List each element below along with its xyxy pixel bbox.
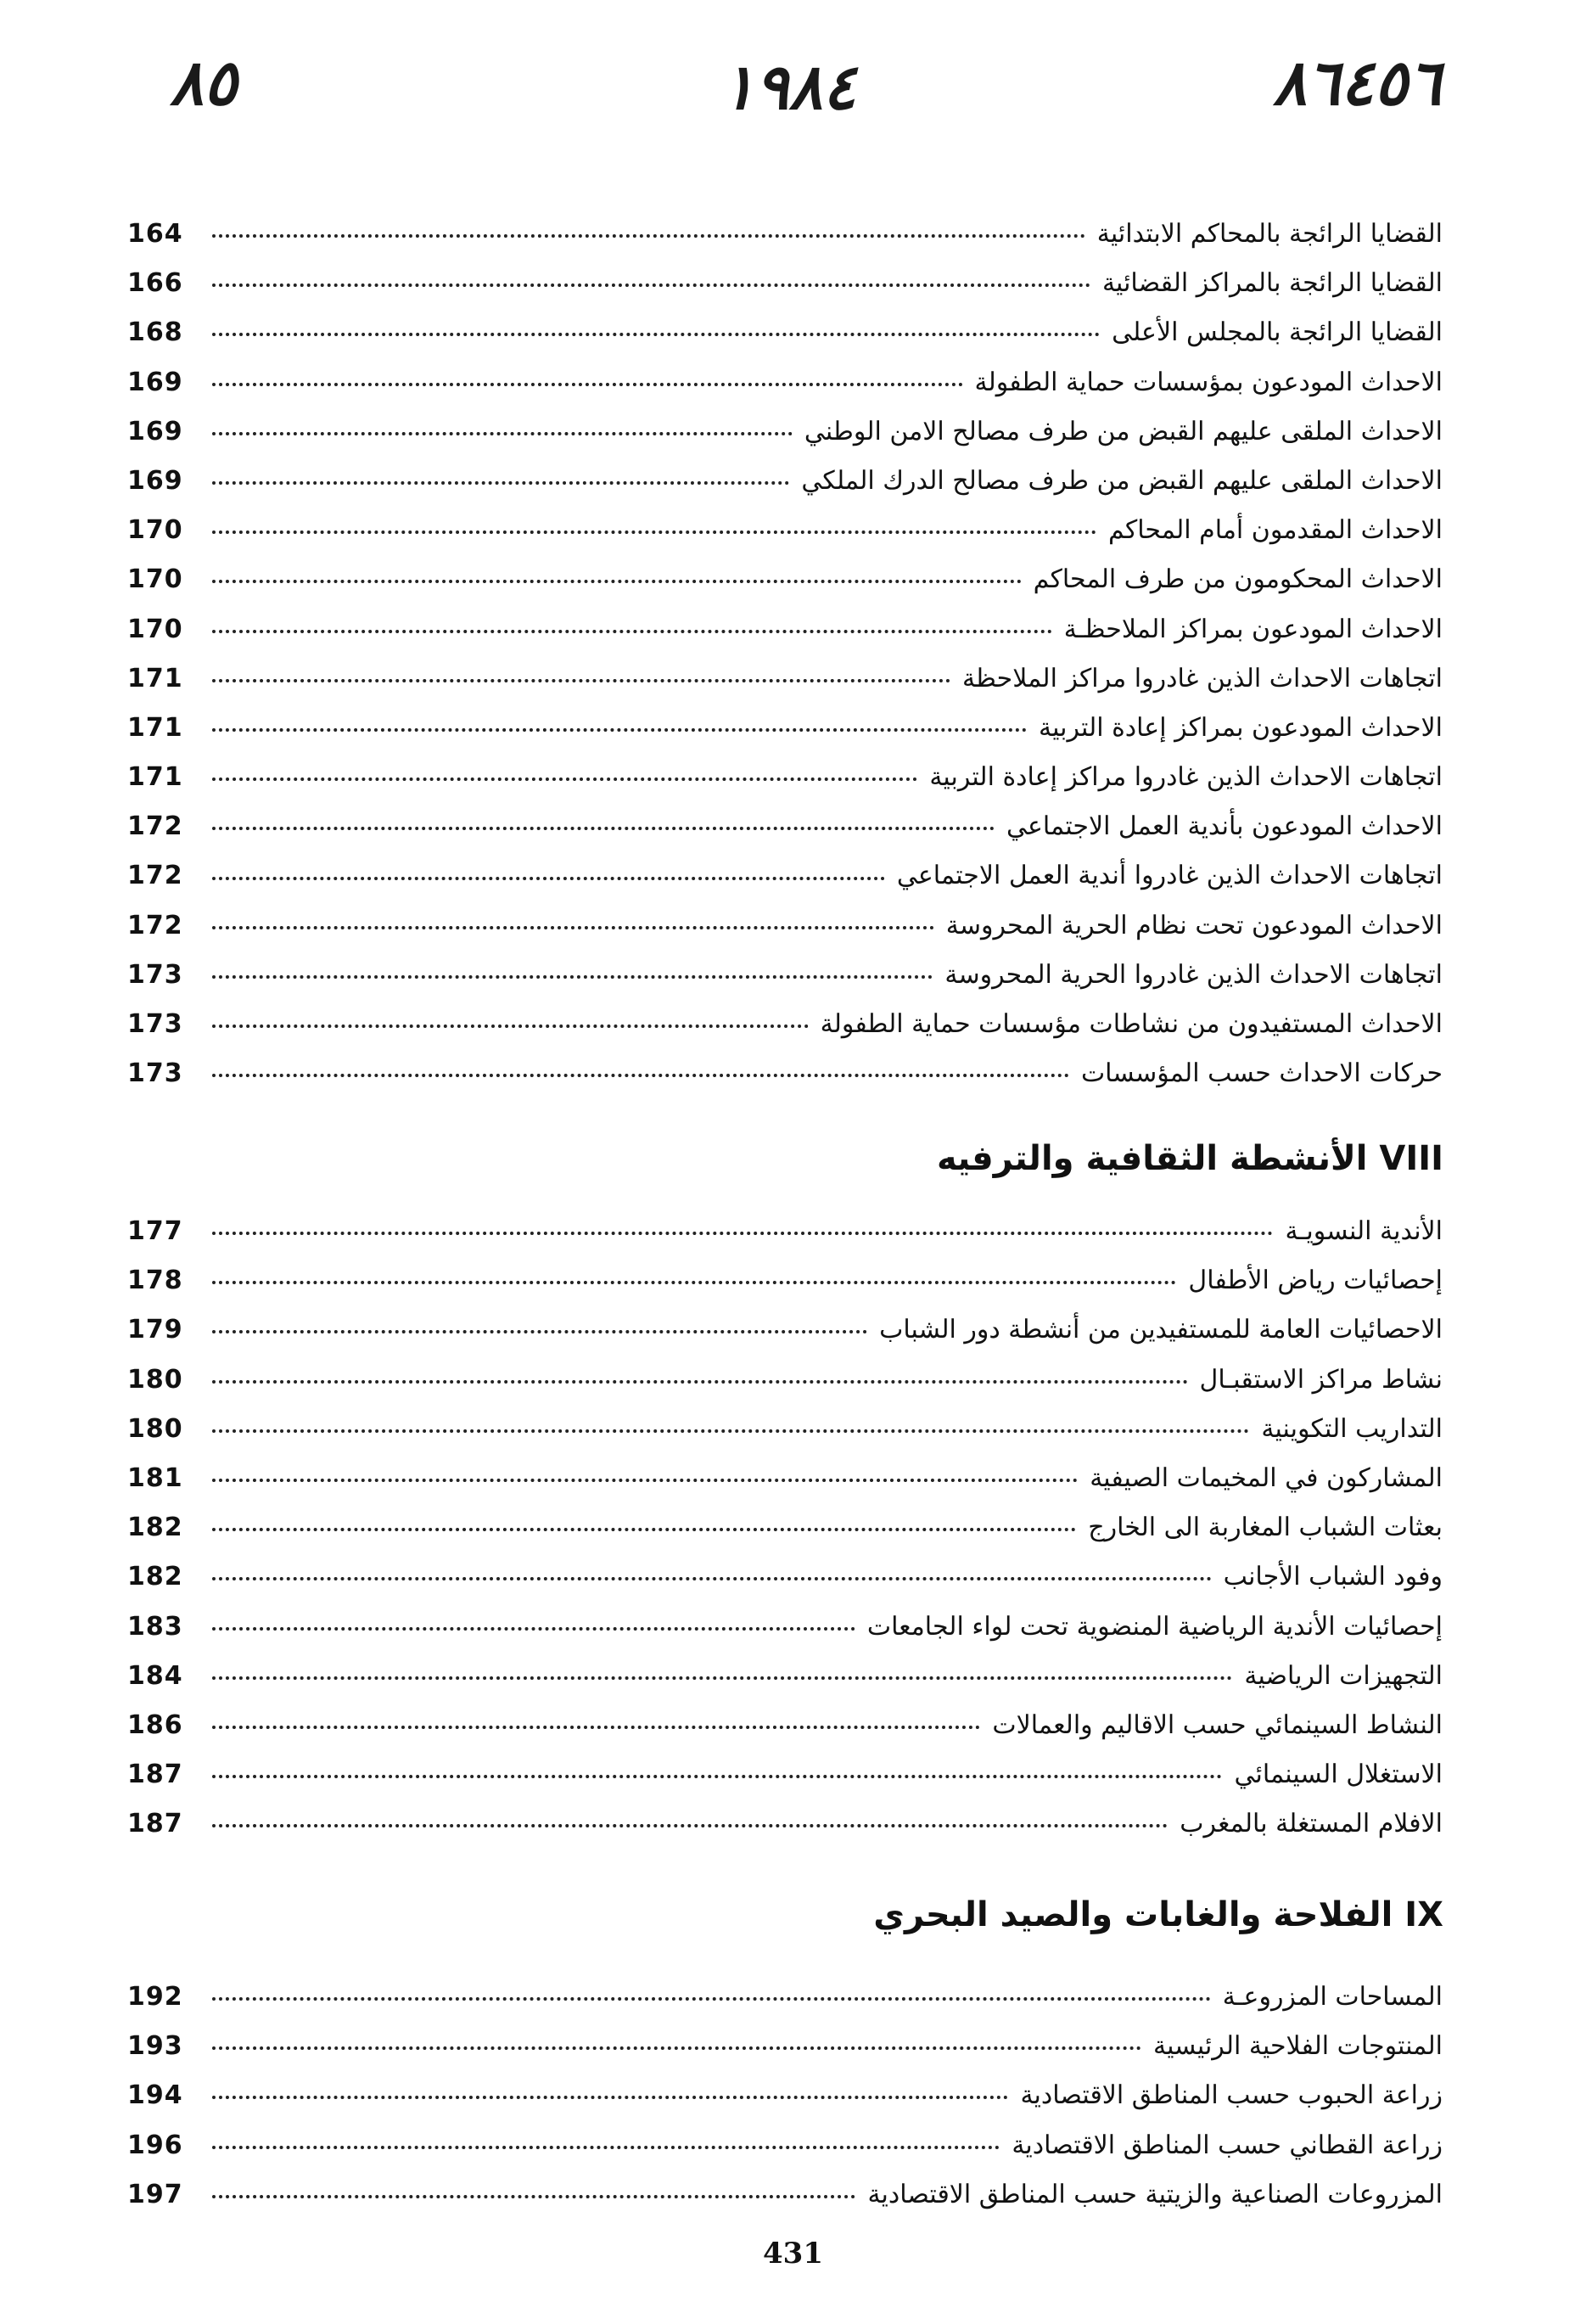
toc-entry	[127, 901, 1443, 951]
toc-entry	[127, 1305, 1443, 1355]
toc-entry-page: 186	[127, 1709, 183, 1740]
dot-leader	[212, 975, 933, 979]
toc-entry-page: 173	[127, 959, 183, 990]
toc-entry-page: 169	[127, 367, 183, 397]
toc-entry	[127, 1356, 1443, 1405]
toc-entry	[127, 1405, 1443, 1454]
toc-list-viii	[127, 1207, 1443, 1849]
dot-leader	[212, 2096, 1008, 2099]
toc-entry-title: الاحداث الملقى عليهم القبض من طرف مصالح الدرك الملكي	[801, 465, 1443, 496]
toc-entry-page: 178	[127, 1266, 183, 1296]
toc-entry-title: المساحات المزروعـة	[1222, 1982, 1443, 2012]
toc-entry-page: 169	[127, 465, 183, 496]
toc-entry-page: 196	[127, 2130, 183, 2160]
toc-entry	[127, 2071, 1443, 2120]
toc-entry-page: 171	[127, 762, 183, 793]
toc-entry-page: 170	[127, 515, 183, 546]
dot-leader	[212, 383, 963, 386]
toc-entry-title: الاحداث المقدمون أمام المحاكم	[1108, 515, 1443, 546]
toc-entry	[127, 2170, 1443, 2220]
toc-entry-title: نشاط مراكز الاستقبـال	[1199, 1364, 1443, 1395]
toc-list-ix	[127, 1973, 1443, 2220]
toc-entry-title: اتجاهات الاحداث الذين غادروا مراكز الملاحظة	[961, 663, 1443, 693]
dot-leader	[212, 1281, 1176, 1284]
toc-entry-title: الاحداث الملقى عليهم القبض من طرف مصالح الامن الوطني	[804, 416, 1443, 446]
toc-entry-title: المزروعات الصناعية والزيتية حسب المناطق الاقتصادية	[867, 2179, 1443, 2209]
toc-entry	[127, 1799, 1443, 1849]
toc-entry	[127, 1750, 1443, 1799]
toc-entry-page: 173	[127, 1009, 183, 1039]
toc-entry-page: 184	[127, 1660, 183, 1691]
toc-entry-title: الاحصائيات العامة للمستفيدين من أنشطة دور الشباب	[879, 1315, 1443, 1345]
handwritten-note-right: ٨٦٤٥٦	[1273, 47, 1442, 120]
toc-entry-page: 194	[127, 2080, 183, 2111]
dot-leader	[212, 1824, 1168, 1827]
toc-entry	[127, 1603, 1443, 1652]
dot-leader	[212, 926, 934, 929]
dot-leader	[212, 679, 950, 682]
toc-entry-page: 173	[127, 1058, 183, 1089]
dot-leader	[212, 432, 793, 435]
toc-entry-title: الافلام المستغلة بالمغرب	[1180, 1809, 1443, 1839]
toc-entry	[127, 506, 1443, 555]
toc-entry-page: 182	[127, 1513, 183, 1543]
toc-entry	[127, 605, 1443, 654]
dot-leader	[212, 1627, 855, 1631]
toc-entry-title: القضايا الرائجة بالمحاكم الابتدائية	[1096, 219, 1443, 249]
toc-entry-title: اتجاهات الاحداث الذين غادروا الحرية المحروسة	[944, 959, 1443, 990]
toc-entry-title: بعثات الشباب المغاربة الى الخارج	[1088, 1513, 1443, 1543]
dot-leader	[212, 1024, 809, 1028]
toc-entry-page: 164	[127, 219, 183, 249]
toc-entry-title: المشاركون في المخيمات الصيفية	[1090, 1462, 1443, 1493]
toc-entry-title: الاحداث المستفيدون من نشاطات مؤسسات حماية الطفولة	[820, 1009, 1443, 1039]
dot-leader	[212, 1528, 1076, 1531]
toc-entry-title: إحصائيات الأندية الرياضية المنضوية تحت لواء الجامعات	[866, 1611, 1443, 1642]
dot-leader	[212, 1726, 980, 1729]
toc-entry	[127, 555, 1443, 604]
toc-entry	[127, 1207, 1443, 1256]
toc-entry-title: الأندية النسويـة	[1285, 1216, 1443, 1246]
toc-entry	[127, 654, 1443, 704]
dot-leader	[212, 1997, 1211, 2001]
toc-entry	[127, 358, 1443, 407]
dot-leader	[212, 630, 1052, 633]
toc-entry	[127, 802, 1443, 851]
toc-entry-title: الاحداث المودعون بمراكز إعادة التربية	[1038, 712, 1443, 743]
dot-leader	[212, 234, 1085, 238]
toc-entry-title: اتجاهات الاحداث الذين غادروا أندية العمل الاجتماعي	[896, 861, 1443, 891]
dot-leader	[212, 777, 917, 781]
toc-entry	[127, 1503, 1443, 1552]
toc-entry-page: 180	[127, 1413, 183, 1444]
toc-entry	[127, 1552, 1443, 1602]
handwritten-note-left: ٨٥	[170, 47, 238, 120]
dot-leader	[212, 481, 789, 485]
toc-entry-page: 180	[127, 1364, 183, 1395]
toc-entry-title: زراعة القطاني حسب المناطق الاقتصادية	[1012, 2130, 1443, 2160]
dot-leader	[212, 1676, 1232, 1680]
dot-leader	[212, 2195, 855, 2198]
toc-entry-page: 197	[127, 2179, 183, 2209]
toc-entry-title: اتجاهات الاحداث الذين غادروا مراكز إعادة التربية	[929, 762, 1443, 793]
toc-entry	[127, 457, 1443, 506]
toc-entry-title: الاحداث المودعون بمراكز الملاحظـة	[1063, 614, 1443, 644]
toc-entry-title: حركات الاحداث حسب المؤسسات	[1080, 1058, 1443, 1089]
toc-entry	[127, 308, 1443, 357]
toc-entry-page: 177	[127, 1216, 183, 1246]
toc-entry-page: 182	[127, 1562, 183, 1592]
dot-leader	[212, 827, 995, 830]
toc-entry	[127, 1701, 1443, 1750]
dot-leader	[212, 580, 1022, 583]
handwritten-note-year: ١٩٨٤	[721, 51, 856, 124]
toc-list-continued	[127, 210, 1443, 1098]
toc-entry	[127, 1454, 1443, 1503]
toc-entry-title: الاستغلال السينمائي	[1234, 1760, 1443, 1790]
dot-leader	[212, 1479, 1078, 1482]
toc-entry	[127, 1049, 1443, 1098]
toc-entry-page: 183	[127, 1611, 183, 1642]
toc-entry-title: التجهيزات الرياضية	[1244, 1660, 1443, 1691]
toc-entry-page: 172	[127, 861, 183, 891]
toc-entry-title: النشاط السينمائي حسب الاقاليم والعمالات	[992, 1709, 1443, 1740]
toc-entry	[127, 2121, 1443, 2170]
section-heading-viii: VIII الأنشطة الثقافية والترفيه	[936, 1139, 1443, 1178]
toc-entry-page: 193	[127, 2031, 183, 2062]
toc-entry-page: 166	[127, 268, 183, 299]
toc-entry-page: 170	[127, 614, 183, 644]
toc-entry-page: 172	[127, 811, 183, 842]
toc-entry-title: التداريب التكوينية	[1261, 1413, 1443, 1444]
section-heading-ix: IX الفلاحة والغابات والصيد البحري	[873, 1895, 1443, 1934]
toc-entry	[127, 951, 1443, 1000]
toc-entry	[127, 259, 1443, 308]
toc-entry-title: زراعة الحبوب حسب المناطق الاقتصادية	[1020, 2080, 1443, 2111]
dot-leader	[212, 530, 1096, 534]
toc-entry-page: 171	[127, 663, 183, 693]
dot-leader	[212, 333, 1100, 336]
toc-entry-title: إحصائيات رياض الأطفال	[1188, 1266, 1443, 1296]
toc-entry-title: القضايا الرائجة بالمراكز القضائية	[1101, 268, 1443, 299]
toc-entry-title: الاحداث المودعون تحت نظام الحرية المحروسة	[945, 910, 1443, 940]
toc-entry	[127, 1256, 1443, 1305]
toc-entry-title: وفود الشباب الأجانب	[1223, 1562, 1443, 1592]
dot-leader	[212, 283, 1090, 287]
toc-entry	[127, 1652, 1443, 1701]
dot-leader	[212, 2046, 1141, 2050]
dot-leader	[212, 728, 1027, 732]
toc-entry-page: 181	[127, 1462, 183, 1493]
toc-entry-title: الاحداث المودعون بأندية العمل الاجتماعي	[1006, 811, 1443, 842]
toc-entry-page: 168	[127, 317, 183, 348]
toc-entry-title: القضايا الرائجة بالمجلس الأعلى	[1112, 317, 1443, 348]
toc-entry	[127, 851, 1443, 901]
toc-entry	[127, 753, 1443, 802]
dot-leader	[212, 1232, 1273, 1235]
toc-entry	[127, 704, 1443, 753]
dot-leader	[212, 1074, 1069, 1077]
toc-entry	[127, 2022, 1443, 2071]
toc-entry	[127, 407, 1443, 457]
toc-entry-page: 187	[127, 1760, 183, 1790]
toc-entry	[127, 1973, 1443, 2022]
toc-entry-page: 170	[127, 564, 183, 595]
toc-entry	[127, 1000, 1443, 1049]
toc-entry-page: 171	[127, 712, 183, 743]
dot-leader	[212, 1577, 1212, 1580]
dot-leader	[212, 1429, 1249, 1433]
toc-entry	[127, 210, 1443, 259]
toc-entry-title: الاحداث المحكومون من طرف المحاكم	[1033, 564, 1443, 595]
toc-entry-page: 172	[127, 910, 183, 940]
toc-entry-page: 169	[127, 416, 183, 446]
page-number: 431	[763, 2237, 823, 2271]
dot-leader	[212, 1775, 1222, 1778]
dot-leader	[212, 877, 885, 880]
dot-leader	[212, 1380, 1188, 1384]
toc-entry-title: المنتوجات الفلاحية الرئيسية	[1153, 2031, 1443, 2062]
dot-leader	[212, 1330, 867, 1333]
dot-leader	[212, 2146, 1000, 2149]
toc-entry-title: الاحداث المودعون بمؤسسات حماية الطفولة	[974, 367, 1443, 397]
toc-entry-page: 179	[127, 1315, 183, 1345]
toc-entry-page: 187	[127, 1809, 183, 1839]
toc-entry-page: 192	[127, 1982, 183, 2012]
